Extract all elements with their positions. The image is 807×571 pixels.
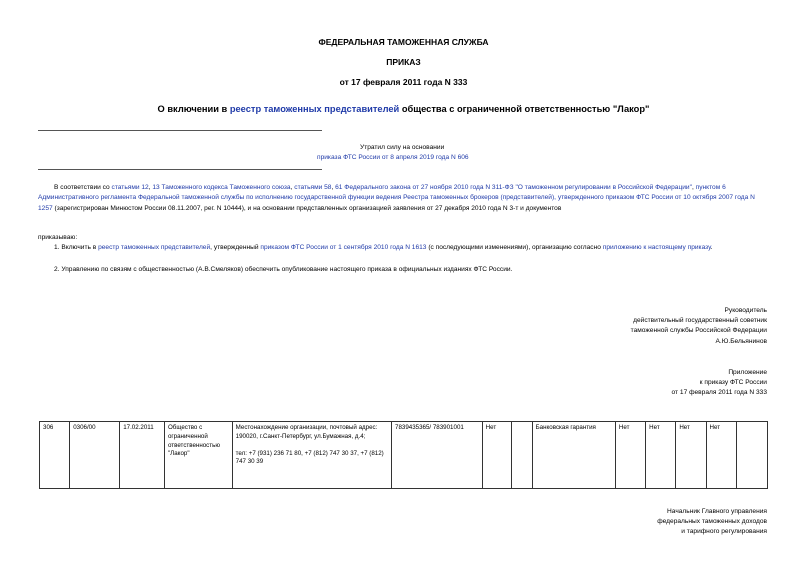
cell-date: 17.02.2011: [120, 422, 165, 489]
cell-value: Нет: [615, 422, 645, 489]
footer-signature: [657, 507, 767, 538]
phone-value: тел: +7 (931) 236 71 80, +7 (812) 747 30 37, +7 (812) 747 30 39: [235, 449, 384, 466]
cell-guarantee: Банковская гарантия: [532, 422, 615, 489]
appendix-line: к приказу ФТС России: [699, 379, 767, 387]
title-suffix: общества с ограниченной ответственностью "Лакор": [399, 104, 650, 114]
signature-line: Руководитель: [724, 307, 767, 314]
order-item-1: [54, 243, 774, 253]
cell-value: Нет: [482, 422, 511, 489]
page-title: [0, 104, 807, 114]
footer-sign-line: и тарифного регулирования: [681, 528, 767, 536]
preamble-text: В соответствии со: [54, 184, 112, 191]
order-text: , утвержденный: [210, 244, 261, 251]
law-link[interactable]: 13 Таможенного кодекса Таможенного союза: [152, 184, 291, 191]
divider-top: [38, 130, 322, 131]
cell-inn-kpp: 7839435365/ 783901001: [392, 422, 483, 489]
law-link[interactable]: 61 Федерального закона от 27 ноября 2010 года N 311-ФЗ "О таможенном регулировании в Российской Федерации": [335, 184, 692, 191]
address-value: 190020, г.Санкт-Петербург, ул.Бумажная, д.4;: [235, 432, 366, 440]
address-label: Местонахождение организации, почтовый адрес:: [235, 424, 378, 431]
registry-link[interactable]: реестр таможенных представителей: [98, 244, 211, 251]
cell-value: Нет: [706, 422, 736, 489]
cell-empty: [511, 422, 532, 489]
notice-link[interactable]: приказа ФТС России от 8 апреля 2019 года N 606: [317, 154, 469, 161]
law-link[interactable]: пунктом 6 Административного регламента Федеральной таможенной службы по исполнению государственной функции ведения Реестра таможенных брокеров (представителей), утвержденного приказом ФТС России от 10 октября 2007 года N 1257: [38, 184, 755, 212]
appendix-link[interactable]: приложению к настоящему приказу: [602, 244, 711, 251]
order-link[interactable]: приказом ФТС России от 1 сентября 2010 года N 1613: [260, 244, 427, 251]
footer-sign-line: Начальник Главного управления: [667, 508, 767, 515]
cell-reg-number: 0306/00: [70, 422, 120, 489]
cell-address: [232, 422, 391, 489]
cell-number: 306: [40, 422, 70, 489]
doc-type: ПРИКАЗ: [386, 57, 421, 67]
signature-name: А.Ю.Бельянинов: [715, 337, 767, 345]
cell-value: Нет: [646, 422, 676, 489]
signature-line: таможенной службы Российской Федерации: [630, 327, 767, 335]
cell-org-name: Общество с ограниченной ответственностью "Лакор": [164, 422, 232, 489]
agency-name: ФЕДЕРАЛЬНАЯ ТАМОЖЕННАЯ СЛУЖБА: [318, 37, 489, 47]
order-text: .: [710, 244, 713, 251]
cell-empty: [736, 422, 767, 489]
doc-date-number: от 17 февраля 2011 года N 333: [339, 77, 468, 87]
notice-text: Утратил силу на основании: [360, 144, 445, 151]
footer-sign-line: федеральных таможенных доходов: [657, 518, 767, 526]
table-row: [40, 422, 768, 489]
appendix-block: [672, 368, 767, 399]
order-intro: приказываю:: [38, 234, 78, 241]
preamble-text: ,: [331, 184, 336, 191]
registry-table: [39, 421, 768, 489]
order-item-2: 2. Управлению по связям с общественностью (А.В.Смеляков) обеспечить опубликование настоящего приказа в официальных изданиях ФТС России.: [54, 266, 513, 273]
signature-line: действительный государственный советник: [633, 317, 767, 325]
order-text: 1. Включить в: [54, 244, 99, 251]
registry-link[interactable]: реестр таможенных представителей: [229, 104, 400, 114]
appendix-line: Приложение: [728, 369, 767, 376]
appendix-line: от 17 февраля 2011 года N 333: [671, 389, 767, 397]
preamble-text: ,: [691, 184, 696, 191]
preamble-text: (зарегистрирован Минюстом России 08.11.2007, рег. N 10444), и на основании представленных организацией заявления от 27 декабря 2010 года N 3-т и документов: [52, 204, 562, 212]
title-prefix: О включении в: [157, 104, 230, 114]
order-text: (с последующими изменениями), организацию согласно: [426, 244, 603, 251]
preamble-paragraph: [38, 183, 771, 214]
law-link[interactable]: статьями 12: [111, 184, 149, 191]
divider-bottom: [38, 169, 322, 170]
law-link[interactable]: статьями 58: [294, 184, 332, 191]
signature-block: [631, 306, 767, 347]
preamble-text: ,: [290, 184, 295, 191]
cell-value: Нет: [676, 422, 706, 489]
preamble-text: ,: [148, 184, 153, 191]
